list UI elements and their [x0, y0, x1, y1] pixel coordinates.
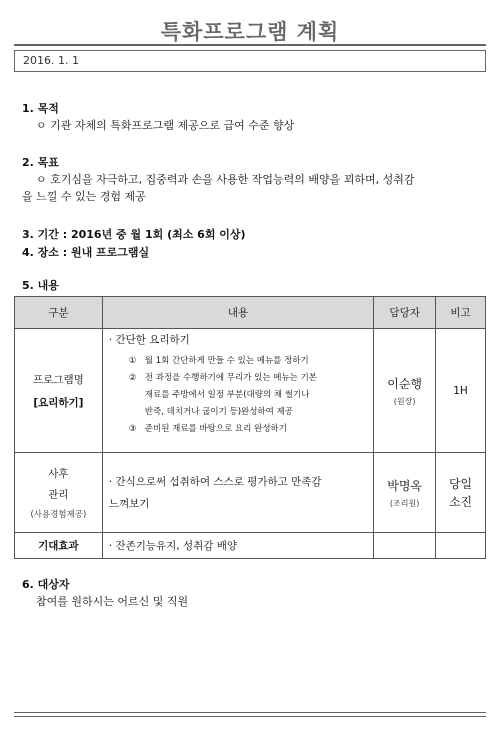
row1-note: 1H: [436, 329, 486, 453]
step3-text: 준비된 재료를 바탕으로 요리 완성하기: [144, 424, 287, 434]
section-period: [22, 226, 482, 243]
row2-category-line3: (사용경험제공): [30, 509, 87, 520]
table-row: [15, 453, 486, 533]
document-title: 특화프로그램 계획: [160, 20, 340, 44]
purpose-heading: 1. 목적: [22, 102, 59, 115]
row2-content-line1: · 간식으로써 섭취하여 스스로 평가하고 만족감: [108, 475, 322, 488]
goal-body-line1: ㅇ 호기심을 자극하고, 집중력과 손을 사용한 작업능력의 배양을 꾀하며, 성취감: [36, 173, 415, 186]
row2-manager: 박명옥: [387, 478, 423, 493]
section-place: [22, 244, 482, 261]
footer-rule: [14, 716, 486, 717]
header-content: 내용: [102, 297, 373, 329]
row2-content: [102, 453, 373, 533]
place-text: 4. 장소 : 원내 프로그램실: [22, 246, 150, 259]
table-row: [15, 533, 486, 559]
row3-content: · 잔존기능유지, 성취감 배양: [102, 533, 373, 559]
row1-content-title: · 간단한 요리하기: [108, 334, 190, 346]
step2-text-line2: 재료를 주방에서 일정 부분(대량의 채 썰기나: [144, 390, 310, 400]
row1-manager-cell: [374, 329, 436, 453]
table-header-row: [15, 297, 486, 329]
step2-number: ②: [128, 373, 137, 383]
row1-category: [15, 329, 103, 453]
row2-manager-cell: [374, 453, 436, 533]
target-heading: 6. 대상자: [22, 578, 70, 591]
row2-note-line1: 당일: [448, 476, 473, 491]
row3-category: 기대효과: [15, 533, 103, 559]
step2-text-line3: 반죽, 데치거나 굽이기 등)완성하여 제공: [144, 407, 293, 417]
row2-category-line2: 관리: [48, 488, 69, 501]
row2-note-line2: 소진: [448, 494, 473, 509]
footer-rule: [14, 712, 486, 713]
row1-category-line1: 프로그램명: [33, 373, 84, 386]
step1-number: ①: [128, 356, 137, 366]
row1-manager: 이순행: [387, 376, 423, 391]
content-heading: 5. 내용: [22, 279, 59, 292]
table-row: [15, 329, 486, 453]
row2-category-line1: 사후: [48, 467, 69, 480]
purpose-body: ㅇ 기관 자체의 특화프로그램 제공으로 급여 수준 향상: [36, 119, 295, 132]
document-date: 2016. 1. 1: [23, 54, 79, 67]
title-underline: [14, 44, 486, 46]
step1-text: 월 1회 간단하게 만들 수 있는 메뉴를 정하기: [144, 356, 309, 366]
row2-content-line2: 느껴보기: [108, 497, 150, 510]
goal-heading: 2. 목표: [22, 156, 59, 169]
header-note: 비고: [436, 297, 486, 329]
target-body: 참여를 원하시는 어르신 및 직원: [36, 595, 189, 608]
period-text: 3. 기간 : 2016년 중 월 1회 (최소 6회 이상): [22, 228, 246, 241]
row2-category: [15, 453, 103, 533]
row3-note: [436, 533, 486, 559]
section-target: [22, 576, 482, 610]
step2-text-line1: 전 과정을 수행하기에 무리가 있는 메뉴는 기본: [144, 373, 318, 383]
row2-note: [436, 453, 486, 533]
header-category: 구분: [15, 297, 103, 329]
row1-steps: [109, 353, 367, 438]
header-manager: 담당자: [374, 297, 436, 329]
date-box: [14, 50, 486, 72]
section-goal: [22, 154, 482, 205]
step3-number: ③: [128, 424, 137, 434]
row1-category-line2: [요리하기]: [33, 396, 84, 409]
row2-manager-role: (조리원): [389, 498, 420, 508]
section-content: [22, 277, 482, 294]
section-purpose: [22, 100, 482, 134]
row1-manager-role: (원장): [393, 396, 416, 406]
row1-content: [102, 329, 373, 453]
goal-body-line2: 을 느낄 수 있는 경험 제공: [22, 190, 146, 203]
plan-table: [14, 296, 486, 559]
row3-manager: [374, 533, 436, 559]
